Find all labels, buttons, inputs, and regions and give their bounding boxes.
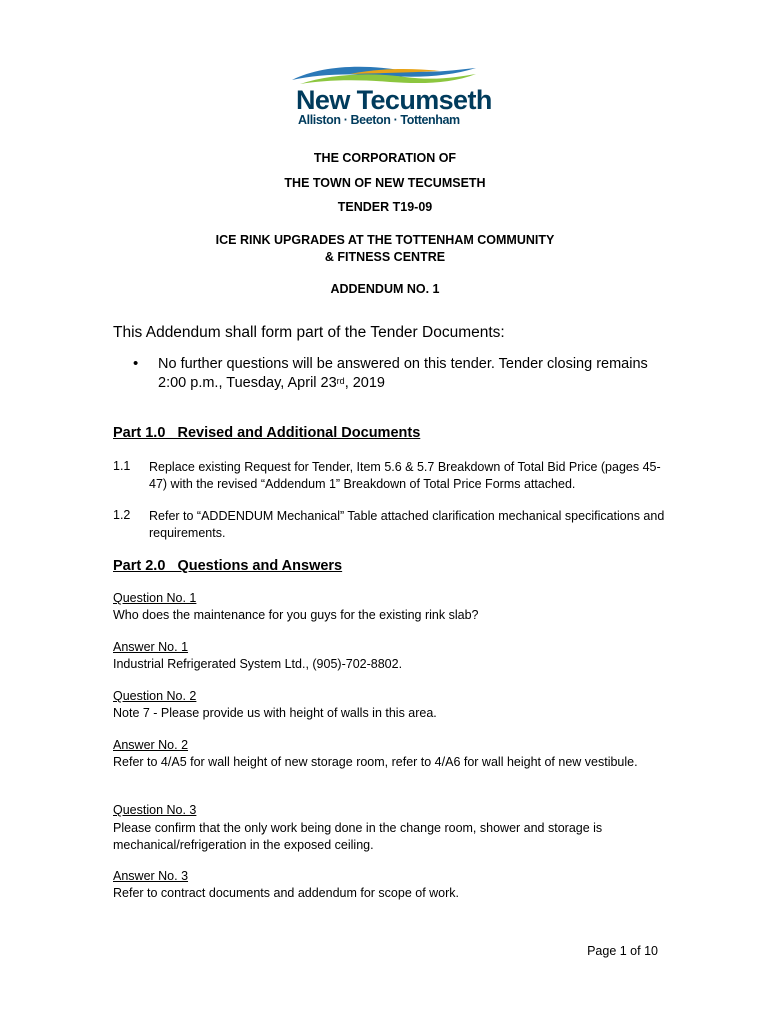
question-body: Note 7 - Please provide us with height of walls in this area. [113,706,437,720]
item-number: 1.1 [113,459,131,473]
answer-body: Refer to contract documents and addendum for scope of work. [113,886,460,900]
bullet-text-sup: rd [336,376,345,386]
part-1-title: Part 1.0 Revised and Additional Documents [113,425,421,441]
item-text: Replace existing Request for Tender, Item 5.6 & 5.7 Breakdown of Total Bid Price (pages 45-47) with the revised “Addendum 1” Breakdown of Total Price Forms attached. [149,460,661,491]
answer-heading: Answer No. 3 [113,869,189,883]
answer-heading: Answer No. 2 [113,738,189,752]
bullet-text-end: , 2019 [344,375,386,391]
header-project-line-b: & FITNESS CENTRE [324,250,446,264]
header-line-addendum: ADDENDUM NO. 1 [330,282,440,296]
header-line-town: THE TOWN OF NEW TECUMSETH [284,176,486,190]
answer-heading: Answer No. 1 [113,640,189,654]
bullet-text-main: No further questions will be answered on this tender. Tender closing remains 2:00 p.m., Tuesday, April 23 [158,356,648,391]
intro-text: This Addendum shall form part of the Tender Documents: [113,324,505,341]
question-body: Please confirm that the only work being done in the change room, shower and storage is mechanical/refrigeration in the exposed ceiling. [113,821,603,852]
answer-body: Industrial Refrigerated System Ltd., (905)-702-8802. [113,657,403,671]
bullet-text [158,355,678,393]
question-heading: Question No. 3 [113,803,197,817]
item-text: Refer to “ADDENDUM Mechanical” Table attached clarification mechanical specifications and requirements. [149,509,665,540]
new-tecumseth-logo [290,62,492,132]
question-body: Who does the maintenance for you guys for the existing rink slab? [113,608,479,622]
part-2-title: Part 2.0 Questions and Answers [113,558,343,574]
answer-body: Refer to 4/A5 for wall height of new storage room, refer to 4/A6 for wall height of new vestibule. [113,755,638,769]
header-project-line-a: ICE RINK UPGRADES AT THE TOTTENHAM COMMUNITY [215,233,555,247]
header-line-tender: TENDER T19-09 [337,200,433,214]
question-heading: Question No. 2 [113,689,197,703]
logo-subtitle: Alliston · Beeton · Tottenham [298,113,460,127]
header-line-corporation: THE CORPORATION OF [313,151,457,165]
item-number: 1.2 [113,508,131,522]
header-line-project [0,232,770,266]
logo-name: New Tecumseth [296,85,492,115]
bullet-icon: • [133,355,139,372]
page-number: Page 1 of 10 [587,944,658,958]
question-heading: Question No. 1 [113,591,197,605]
